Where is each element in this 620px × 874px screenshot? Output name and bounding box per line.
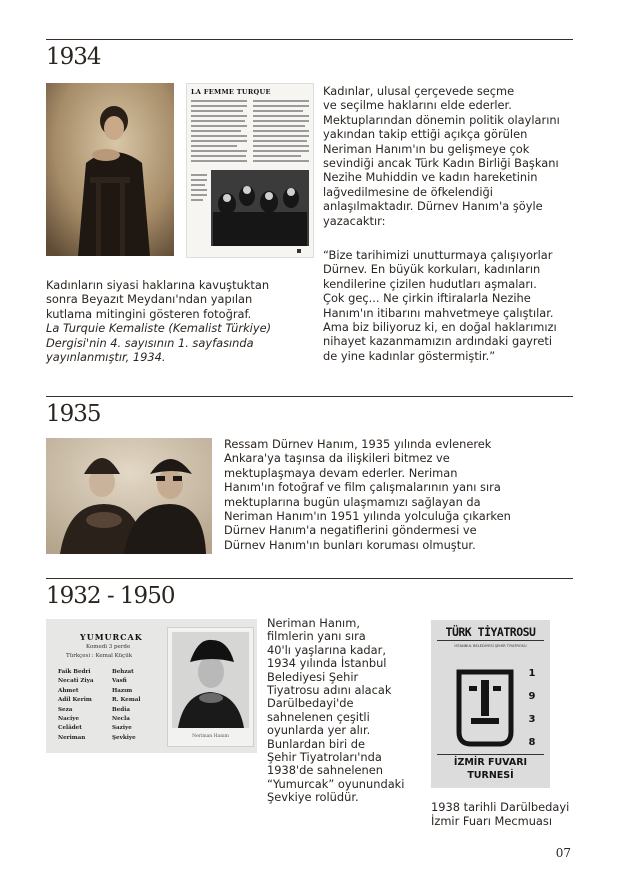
body-line: Şevkiye rolüdür. xyxy=(267,790,359,805)
quote-line: “Bize tarihimizi unutturmaya çalışıyorlar xyxy=(323,248,553,262)
year-digit: 8 xyxy=(528,737,536,748)
section-year-1935: 1935 xyxy=(46,401,101,427)
quote-line: Hanım'ın itibarını mahvetmeye çalıştılar. xyxy=(323,305,554,320)
quote-line: nihayet kazanmamızın ardındaki gayreti xyxy=(323,334,552,349)
poster-caption xyxy=(431,800,591,829)
body-line: Ressam Dürnev Hanım, 1935 yılında evlenerek xyxy=(224,437,492,451)
body-line: sevindiği ancak Türk Kadın Birliği Başkanı xyxy=(323,156,559,171)
year-digit: 1 xyxy=(528,668,536,679)
photo-caption-1934 xyxy=(46,278,306,364)
playbill-translator: Türkçesi : Kemal Küçük xyxy=(66,653,133,659)
body-line: oyunlarda yer alır. xyxy=(267,723,371,738)
role-name: Bedia xyxy=(112,706,130,713)
year-digit: 3 xyxy=(528,714,536,725)
caption-line: yayınlanmıştır, 1934. xyxy=(46,350,166,365)
turk-tiyatrosu-poster xyxy=(431,620,550,788)
body-line: Tiyatrosu adını alacak xyxy=(267,683,392,698)
portrait-photo-1934 xyxy=(46,83,174,256)
caption-line: İzmir Fuarı Mecmuası xyxy=(431,814,552,829)
body-line: lağvedilmesine de öfkelendiği xyxy=(323,184,493,199)
caption-line: Dergisi'nin 4. sayısının 1. sayfasında xyxy=(46,335,254,350)
page-number: 07 xyxy=(555,846,571,860)
caption-line: La Turquie Kemaliste (Kemalist Türkiye) xyxy=(46,321,272,336)
role-name: Hazım xyxy=(112,687,133,694)
body-line: 1938'de sahnelenen xyxy=(267,763,383,778)
cast-list-left xyxy=(58,668,93,743)
body-line: Bunlardan biri de xyxy=(267,736,366,751)
cast-name: Celâdet xyxy=(58,725,82,732)
magazine-page-1934 xyxy=(186,83,314,258)
neriman-portrait-card xyxy=(167,627,254,747)
quote-line: kendilerine çizilen hudutları aşmaları. xyxy=(323,276,537,291)
body-line: Dürnev Hanım'a negatiflerini göndermesi ve xyxy=(224,523,477,538)
cast-list-right xyxy=(112,668,141,743)
yumurcak-playbill xyxy=(46,619,257,753)
body-text-1935 xyxy=(224,437,544,552)
magazine-title: LA FEMME TURQUE xyxy=(191,88,271,96)
caption-line: Kadınların siyasi haklarına kavuştuktan xyxy=(46,278,270,292)
cast-name: Naciye xyxy=(58,716,80,723)
role-name: Necla xyxy=(112,716,130,723)
year-digit: 9 xyxy=(528,691,536,702)
cast-name: Seza xyxy=(58,706,73,713)
quote-line: Ama biz biliyoruz ki, en doğal haklarımızı xyxy=(323,320,557,335)
body-line: Belediyesi Şehir xyxy=(267,669,359,684)
poster-subtitle: İSTANBUL BELEDİYESİ ŞEHİR TİYATROSU xyxy=(454,644,527,648)
body-line: Neriman Hanım'ın 1951 yılında yolculuğa çıkarken xyxy=(224,509,511,524)
cast-name: Ahmet xyxy=(58,687,79,694)
section-year-1934: 1934 xyxy=(46,44,101,70)
quote-text-1934 xyxy=(323,248,583,363)
body-line: Neriman Hanım'ın bu gelişmeye çok xyxy=(323,141,530,156)
role-name: Şevkiye xyxy=(112,734,136,741)
poster-footer-line2: TURNESİ xyxy=(467,770,514,781)
body-line: ve seçilme haklarını elde ederler. xyxy=(323,98,512,113)
body-line: filmlerin yanı sıra xyxy=(267,629,366,644)
body-line: “Yumurcak” oyunundaki xyxy=(267,776,405,791)
caption-line: kutlama mitingini gösteren fotoğraf. xyxy=(46,306,252,321)
caption-line: 1938 tarihli Darülbedayi xyxy=(431,800,570,814)
body-line: sahnelenen çeşitli xyxy=(267,709,370,724)
section-divider-1935 xyxy=(46,396,573,397)
role-name: R. Kemal xyxy=(112,697,141,704)
cast-name: Neriman xyxy=(58,734,86,741)
two-women-photo-1935 xyxy=(46,438,212,554)
quote-line: Çok geç... Ne çirkin iftiralarla Nezihe xyxy=(323,291,531,306)
poster-year-digits xyxy=(525,662,539,754)
body-text-1932-1950 xyxy=(267,617,417,805)
body-line: Dürnev Hanım'ın bunları koruması olmuştur. xyxy=(224,537,476,552)
body-line: Mektuplarından dönemin politik olaylarını xyxy=(323,112,560,127)
body-line: Ankara'ya taşınsa da ilişkileri bitmez ve xyxy=(224,451,450,466)
poster-footer-line1: İZMİR FUVARI xyxy=(453,757,528,768)
section-divider-1934 xyxy=(46,39,573,40)
body-line: Kadınlar, ulusal çerçevede seçme xyxy=(323,84,515,98)
cast-name: Faik Bedri xyxy=(58,669,91,675)
playbill-subtitle: Komedi 3 perde xyxy=(86,644,131,650)
body-line: Şehir Tiyatroları'nda xyxy=(267,750,382,765)
cast-name: Necati Ziya xyxy=(58,678,94,685)
body-line: Neriman Hanım, xyxy=(267,616,360,630)
body-line: Hanım'ın fotoğraf ve film çalışmalarının yanı sıra xyxy=(224,480,501,495)
body-line: mektuplaşmaya devam ederler. Neriman xyxy=(224,465,458,480)
caption-line: sonra Beyazıt Meydanı'ndan yapılan xyxy=(46,292,253,307)
poster-title: TÜRK TİYATROSU xyxy=(445,625,536,639)
body-line: yazacaktır: xyxy=(323,213,386,228)
body-text-1934 xyxy=(323,84,583,228)
playbill-title: YUMURCAK xyxy=(80,632,143,642)
body-line: 40'lı yaşlarına kadar, xyxy=(267,642,386,657)
body-line: yakından takip ettiği açıkça görülen xyxy=(323,127,528,142)
section-year-1932-1950: 1932 - 1950 xyxy=(46,583,175,609)
body-line: Nezihe Muhiddin ve kadın hareketinin xyxy=(323,170,538,185)
role-name: Vasfi xyxy=(112,678,127,685)
quote-line: de yine kadınlar göstermiştir.” xyxy=(323,348,496,363)
role-name: Saziye xyxy=(112,725,132,732)
portrait-caption: Neriman Hanım xyxy=(192,734,229,739)
role-name: Behzat xyxy=(112,669,134,675)
body-line: anlaşılmaktadır. Dürnev Hanım'a şöyle xyxy=(323,199,543,214)
cast-name: Adil Kerim xyxy=(58,697,92,704)
quote-line: Dürnev. En büyük korkuları, kadınların xyxy=(323,262,541,277)
section-divider-1932-1950 xyxy=(46,578,573,579)
body-line: 1934 yılında İstanbul xyxy=(267,656,387,671)
body-line: mektuplarına bugün ulaşmamızı sağlayan da xyxy=(224,494,481,509)
body-line: Darülbedayi'de xyxy=(267,696,354,711)
